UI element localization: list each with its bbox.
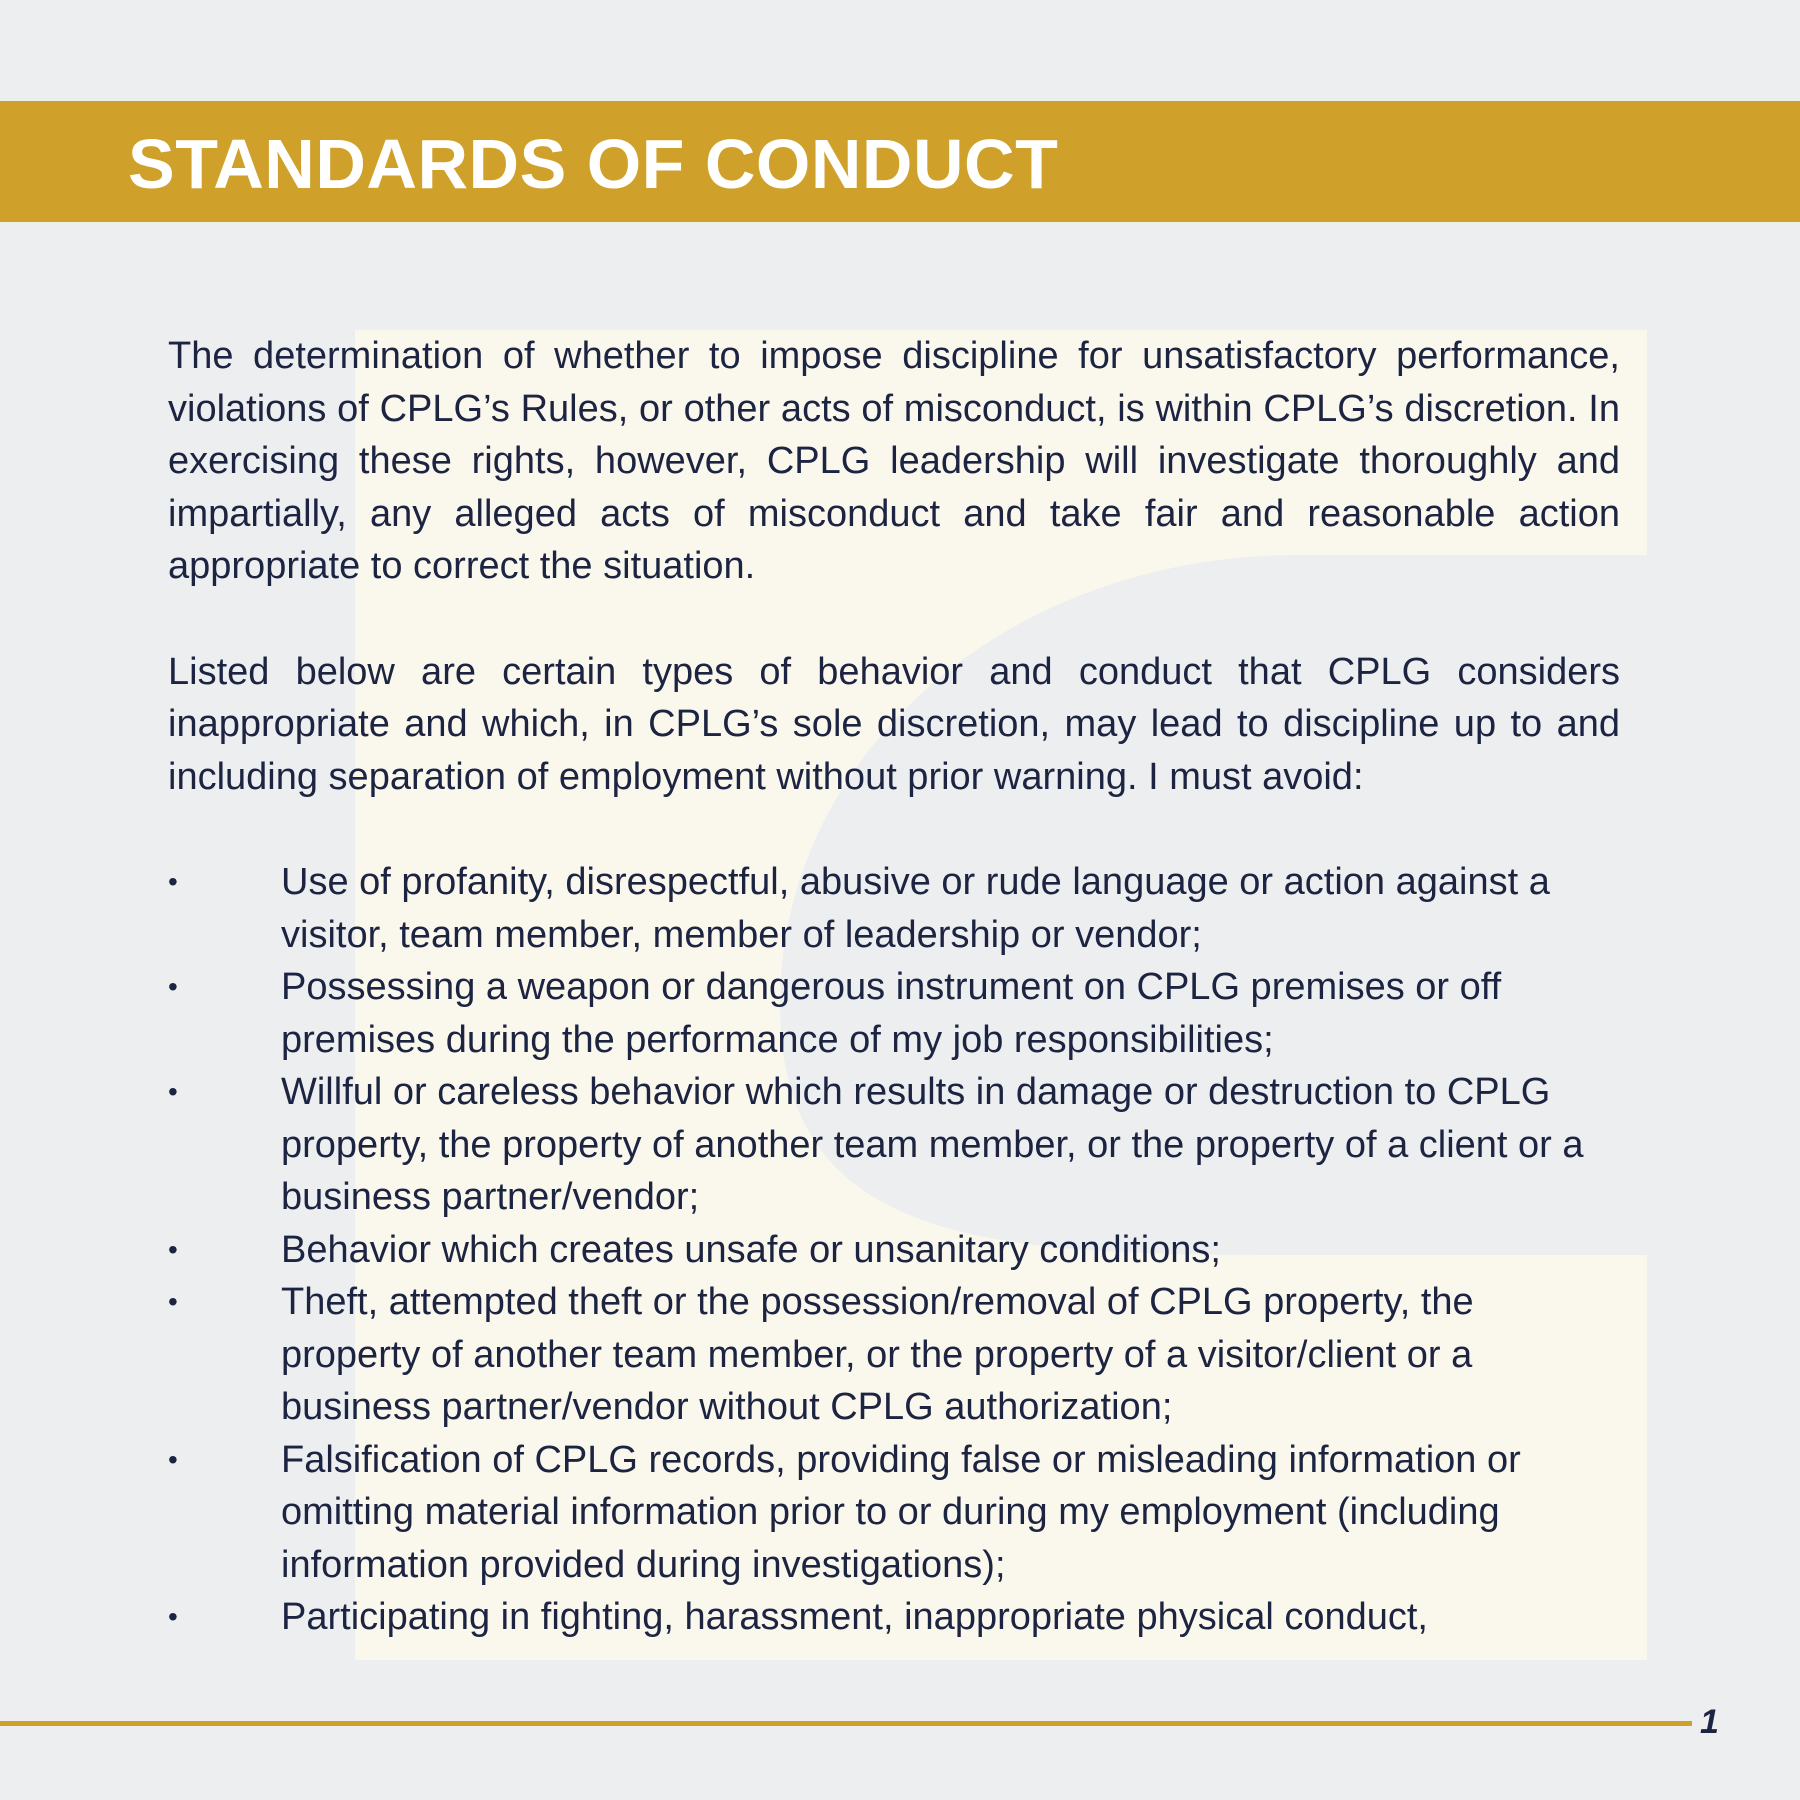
conduct-list bbox=[168, 856, 1620, 1644]
intro-paragraph: The determination of whether to impose discipline for unsatisfactory performance, violations of CPLG’s Rules, or other acts of misconduct, is within CPLG’s discretion. In exercising these rights, however, CPLG leadership will investigate thoroughly and impartially, any alleged acts of misconduct and take fair and reasonable action appropriate to correct the situation. bbox=[168, 335, 1620, 587]
bullet-icon: • bbox=[168, 1286, 178, 1317]
list-item-text: Use of profanity, disrespectful, abusive or rude language or action against a visitor, team member, member of leadership or vendor; bbox=[281, 861, 1550, 956]
page-title: STANDARDS OF CONDUCT bbox=[128, 125, 1059, 203]
bullet-icon: • bbox=[168, 971, 178, 1002]
bullet-icon: • bbox=[168, 1076, 178, 1107]
list-item-text: Behavior which creates unsafe or unsanitary conditions; bbox=[281, 1228, 1221, 1271]
list-item-text: Participating in fighting, harassment, inappropriate physical conduct, bbox=[281, 1596, 1428, 1638]
bullet-icon: • bbox=[168, 1233, 178, 1265]
bullet-icon: • bbox=[168, 1443, 178, 1475]
bullet-icon: • bbox=[168, 866, 178, 897]
list-item bbox=[168, 1224, 1620, 1277]
list-item bbox=[168, 1276, 1620, 1434]
list-item bbox=[168, 961, 1620, 1066]
list-item bbox=[168, 856, 1620, 961]
list-intro-paragraph: Listed below are certain types of behavior and conduct that CPLG considers inappropriate and which, in CPLG’s sole discretion, may lead to discipline up to and including separation of employment without prior warning. I must avoid: bbox=[168, 650, 1620, 798]
page-number: 1 bbox=[1700, 1703, 1719, 1741]
list-item bbox=[168, 1066, 1620, 1224]
list-item bbox=[168, 1434, 1620, 1592]
list-item-text: Willful or careless behavior which results in damage or destruction to CPLG property, the property of another team member, or the property of a client or a business partner/vendor; bbox=[281, 1071, 1584, 1218]
body-content bbox=[168, 330, 1620, 1644]
list-item bbox=[168, 1591, 1620, 1644]
list-item-text: Falsification of CPLG records, providing false or misleading information or omitting material information prior to or during my employment (including information provided during investigations); bbox=[281, 1438, 1521, 1586]
footer-rule bbox=[0, 1721, 1692, 1726]
list-item-text: Possessing a weapon or dangerous instrument on CPLG premises or off premises during the performance of my job responsibilities; bbox=[281, 966, 1502, 1061]
bullet-icon: • bbox=[168, 1601, 178, 1632]
list-item-text: Theft, attempted theft or the possession/removal of CPLG property, the property of another team member, or the property of a visitor/client or a business partner/vendor without CPLG authorization; bbox=[281, 1281, 1474, 1428]
